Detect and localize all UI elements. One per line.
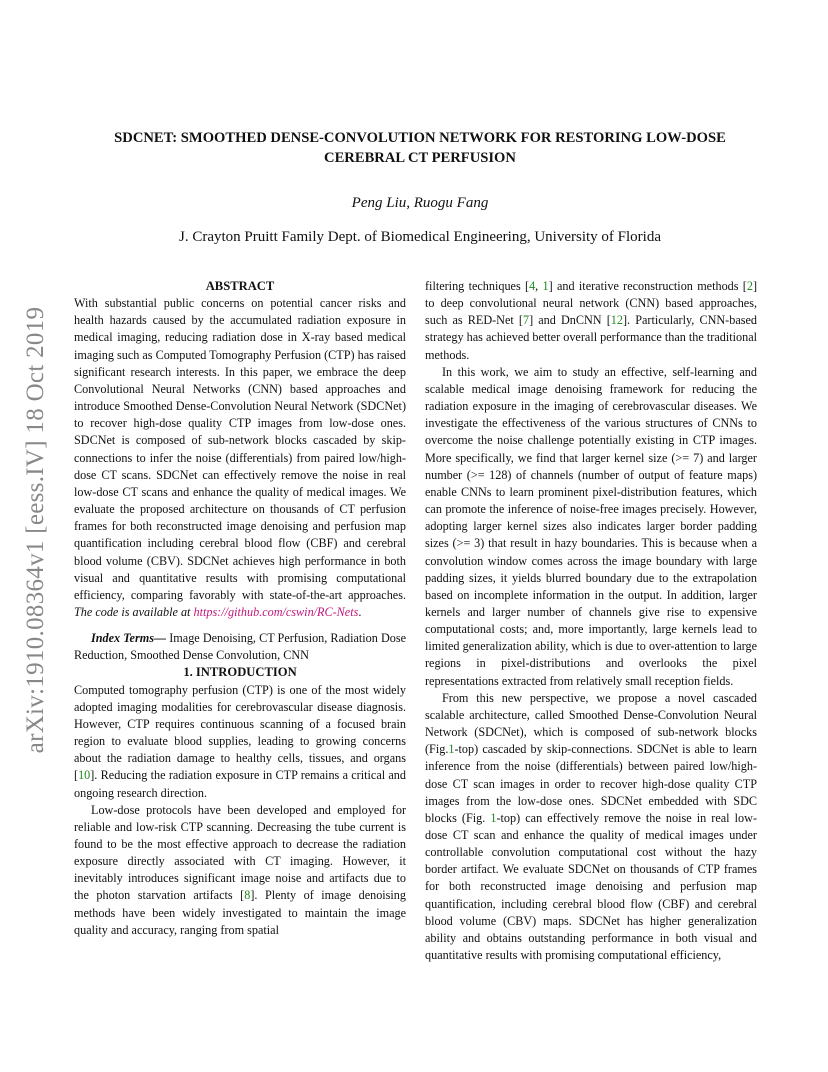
intro-paragraph-2	[74, 802, 406, 939]
citation-1[interactable]: 1	[542, 279, 549, 293]
title-line-1: SDCNET: SMOOTHED DENSE-CONVOLUTION NETWORK FOR RESTORING LOW-DOSE	[114, 130, 726, 146]
right-column	[425, 278, 757, 964]
code-link[interactable]: https://github.com/cswin/RC-Nets	[193, 604, 359, 619]
right-p1-text-c: ] to deep convolutional neural network (CNN) based approaches, such as RED-Net [	[425, 279, 758, 328]
right-paragraph-1	[425, 278, 757, 364]
code-note: The code is available at	[74, 604, 191, 619]
right-p1-text-b: ] and iterative reconstruction methods [	[548, 279, 747, 293]
abstract-text: With substantial public concerns on potential cancer risks and health hazards caused by the accumulated radiation exposure in medical imaging, reducing radiation dose in X-ray based medical imaging such as Computed Tomography Perfusion (CTP) has raised significant research interests. In this paper, we embrace the deep Convolutional Neural Networks (CNN) based approaches and introduce Smoothed Dense-Convolution Neural Network (SDCNet) to recover high-dose quality CTP images from low-dose ones. SDCNet is composed of sub-network blocks cascaded by skip-connections to infer the noise (differentials) from paired low/high-dose CT scans. SDCNet can effectively remove the noise in real low-dose CT scans and enhance the quality of medical images. We evaluate the proposed architecture on thousands of CT perfusion frames for both reconstructed image denoising and perfusion map quantification including cerebral blood flow (CBF) and cerebral blood volume (CBV). SDCNet achieves high performance in both visual and quantitative results with promising computational efficiency, comparing favorably with state-of-the-art approaches.	[74, 296, 407, 602]
citation-8[interactable]: 8	[244, 888, 251, 903]
arxiv-id-text: arXiv:1910.08364v1 [eess.IV] 18 Oct 2019	[22, 306, 49, 754]
right-p1-text-e: ]. Particularly, CNN-based strategy has achieved better overall performance than the traditional methods.	[425, 313, 757, 362]
citation-7[interactable]: 7	[522, 313, 530, 328]
paper-title	[70, 128, 770, 168]
citation-12[interactable]: 12	[610, 313, 623, 328]
abstract-body	[74, 295, 406, 621]
index-terms	[74, 630, 406, 664]
intro-heading: 1. INTRODUCTION	[183, 665, 297, 680]
title-line-2: CEREBRAL CT PERFUSION	[324, 150, 516, 166]
right-paragraph-3	[425, 690, 757, 965]
arxiv-side-stamp	[14, 0, 58, 1072]
abstract-heading: ABSTRACT	[205, 279, 275, 293]
citation-4[interactable]: 4	[529, 279, 536, 293]
affiliation: J. Crayton Pruitt Family Dept. of Biomedical Engineering, University of Florida	[178, 229, 661, 245]
citation-2[interactable]: 2	[746, 279, 753, 293]
index-terms-label: Index Terms—	[91, 631, 167, 646]
left-column	[74, 278, 406, 939]
authors: Peng Liu, Ruogu Fang	[351, 195, 489, 211]
right-p3-text-b: -top) cascaded by skip-connections. SDCNet is able to learn inference from the noise (differentials) between paired low/high-dose CT scan images in order to recover high-dose quality CTP images from the low-dose ones. SDCNet embedded with SDC blocks (Fig.	[425, 742, 757, 825]
right-p1-text-a: filtering techniques [	[425, 279, 530, 293]
figure-1-ref-b[interactable]: 1	[490, 810, 497, 825]
citation-10[interactable]: 10	[78, 768, 91, 783]
right-p3-text-a: From this new perspective, we propose a novel cascaded scalable architecture, called Smoothed Dense-Convolution Neural Network (SDCNet), which is composed of sub-network blocks (Fig.	[425, 690, 757, 757]
paper-header	[70, 128, 770, 246]
code-end: .	[358, 604, 362, 619]
right-p3-text-c: -top) can effectively remove the noise in real low-dose CT scan and enhance the quality of medical images under controllable convolution computational cost without the hazy border artifact. We evaluate SDCNet on thousands of CTP frames for both reconstructed image denoising and perfusion map quantification, including cerebral blood flow (CBF) and cerebral blood volume (CBV) maps. SDCNet has higher generalization ability and obtains outstanding performance in both visual and quantitative results with promising computational efficiency,	[425, 810, 757, 963]
citation-separator: ,	[535, 279, 543, 293]
intro-paragraph-1	[74, 682, 406, 802]
intro-p2-text-b: ]. Plenty of image denoising methods have been widely investigated to maintain the image quality and accuracy, ranging from spatial	[74, 888, 406, 937]
index-terms-text: Image Denoising, CT Perfusion, Radiation Dose Reduction, Smoothed Dense Convolution, CNN	[74, 631, 406, 663]
right-paragraph-2: In this work, we aim to study an effective, self-learning and scalable medical image denoising framework for reducing the radiation exposure in the imaging of cerebrovascular diseases. We investigate the effectiveness of the various structures of CNNs to overcome the noise challenge potentially existing in CTP images. More specifically, we find that larger kernel size (>= 7) and larger number (>= 128) of channels (number of output of feature maps) enable CNNs to learn prominent pixel-distribution features, which can promote the inference of noise-free images precisely. However, adopting larger kernel sizes also indicates larger border padding sizes (>= 3) that result in hazy boundaries. This is because when a convolution window comes across the image boundary with large padding sizes, it yields blurred boundary due to the extrapolation based on incomplete information in the output. In addition, larger kernels and larger number of channels give rise to expensive computational costs; and, more importantly, large kernels lead to limited generalization ability, which is due to over-attention to large regions in pixel-distributions and overlooks the pixel representations extracted from relatively small reception fields.	[425, 364, 757, 688]
intro-p1-text-b: ]. Reducing the radiation exposure in CTP remains a critical and ongoing research direction.	[74, 768, 406, 800]
figure-1-ref-a[interactable]: 1	[448, 742, 455, 757]
intro-p1-text-a: Computed tomography perfusion (CTP) is one of the most widely adopted imaging modalities for cerebrovascular disease diagnosis. However, CTP requires continuous scanning of a focused brain region to evaluate blood supplies, leading to growing concerns about the radiation damage to healthy cells, tissues, and organs [	[74, 682, 406, 783]
intro-p2-text-a: Low-dose protocols have been developed and employed for reliable and low-risk CTP scanning. Decreasing the tube current is found to be the most effective approach to decrease the radiation exposure directly associated with CT imaging. However, it inevitably introduces significant image noise and artifacts due to the photon starvation artifacts [	[74, 802, 406, 903]
right-p1-text-d: ] and DnCNN [	[529, 313, 611, 328]
